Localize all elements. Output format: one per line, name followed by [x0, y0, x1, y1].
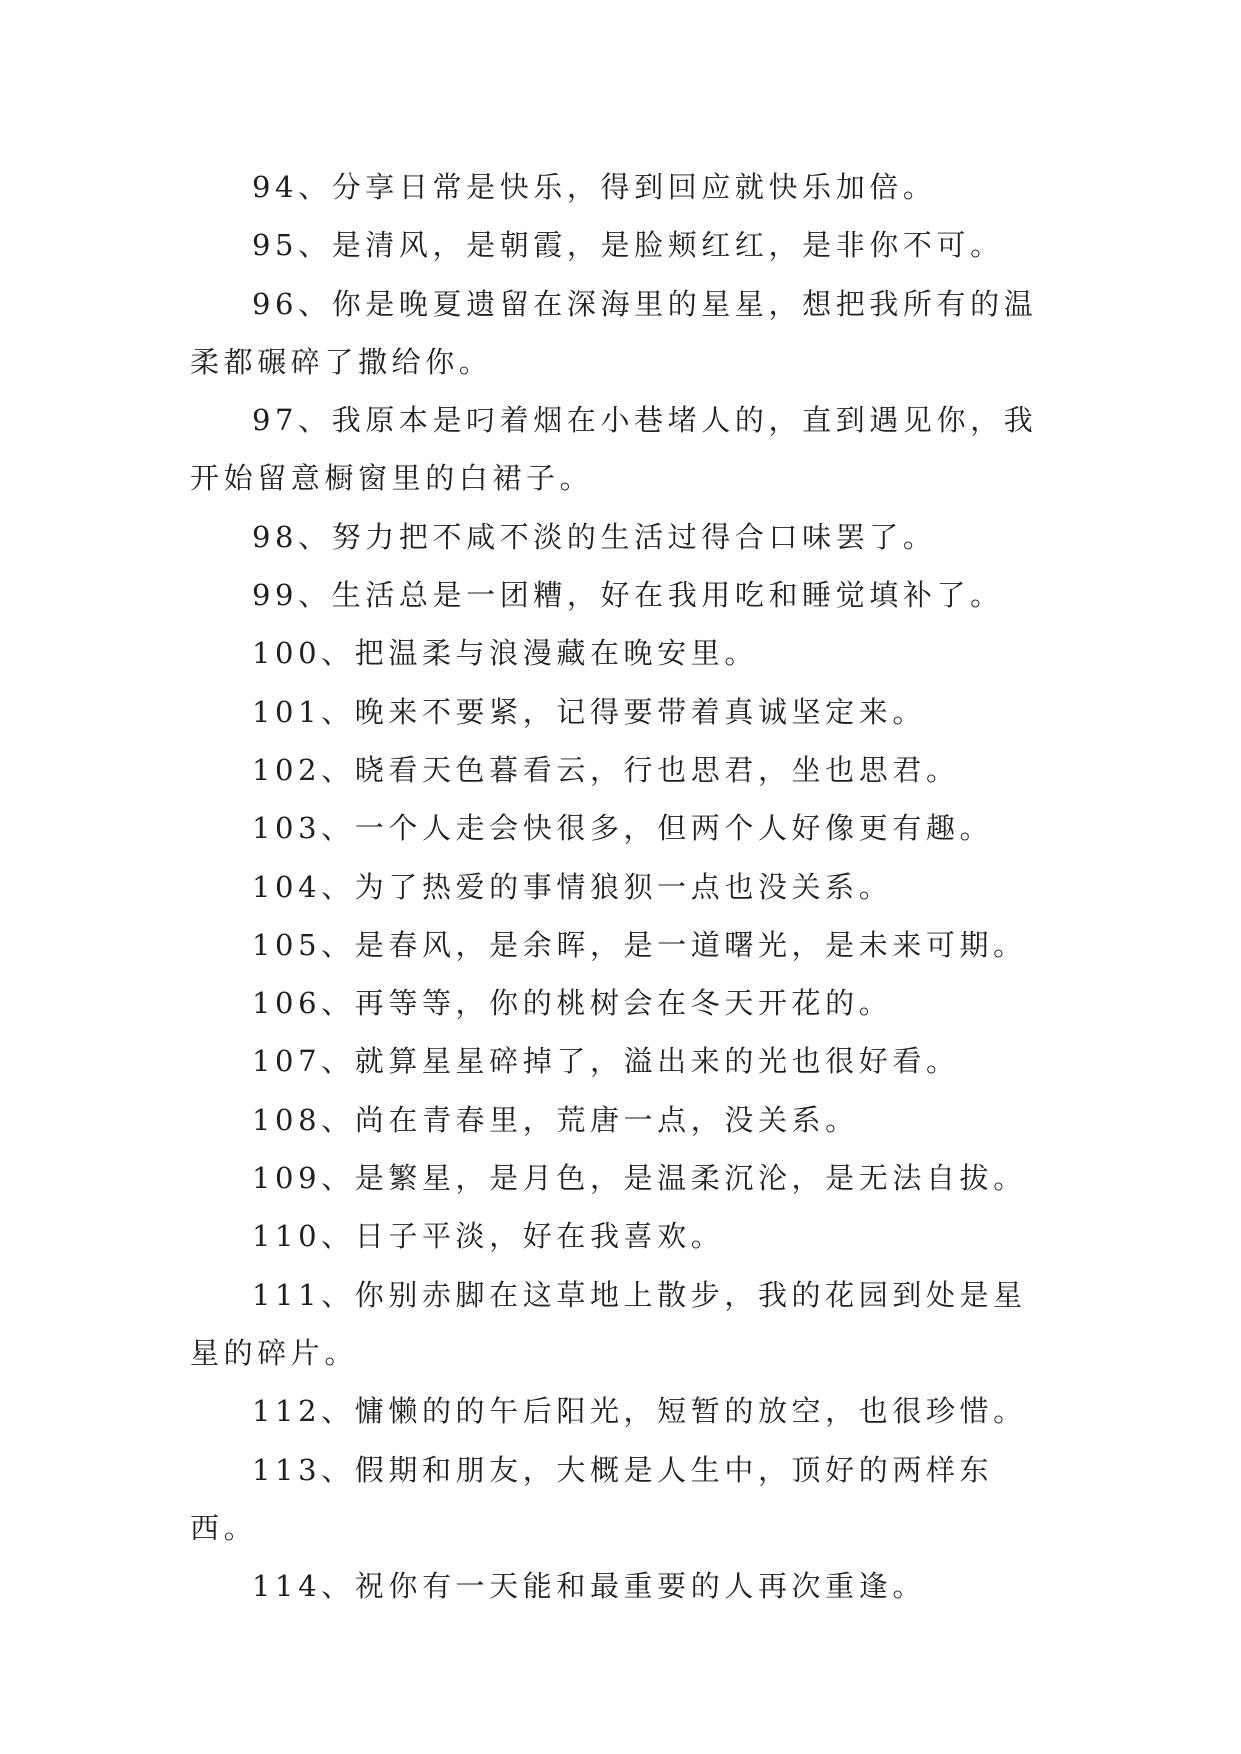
quote-paragraph: 114、祝你有一天能和最重要的人再次重逢。	[252, 1569, 926, 1604]
quote-paragraph: 100、把温柔与浪漫藏在晚安里。	[252, 636, 758, 671]
quote-paragraph: 94、分享日常是快乐，得到回应就快乐加倍。	[252, 170, 937, 204]
quote-paragraph: 98、努力把不咸不淡的生活过得合口味罢了。	[252, 519, 937, 554]
quote-paragraph: 109、是繁星，是月色，是温柔沉沦，是无法自拔。	[252, 1161, 1027, 1196]
quote-paragraph: 106、再等等，你的桃树会在冬天开花的。	[252, 986, 893, 1021]
quote-paragraph: 107、就算星星碎掉了，溢出来的光也很好看。	[252, 1044, 960, 1079]
quote-paragraph: 96、你是晚夏遗留在深海里的星星，想把我所有的温柔都碾碎了撒给你。	[190, 286, 1038, 379]
quote-paragraph: 108、尚在青春里，荒唐一点，没关系。	[252, 1102, 859, 1137]
quote-paragraph: 95、是清风，是朝霞，是脸颊红红，是非你不可。	[252, 228, 1004, 263]
quote-paragraph: 110、日子平淡，好在我喜欢。	[252, 1219, 725, 1254]
quote-paragraph: 99、生活总是一团糟，好在我用吃和睡觉填补了。	[252, 578, 1004, 613]
quote-paragraph: 111、你别赤脚在这草地上散步，我的花园到处是星星的碎片。	[190, 1277, 1027, 1370]
quote-paragraph: 103、一个人走会快很多，但两个人好像更有趣。	[252, 811, 994, 846]
quote-paragraph: 97、我原本是叼着烟在小巷堵人的，直到遇见你，我开始留意橱窗里的白裙子。	[190, 403, 1038, 496]
quote-paragraph: 113、假期和朋友，大概是人生中，顶好的两样东西。	[190, 1452, 994, 1545]
quote-paragraph: 105、是春风，是余晖，是一道曙光，是未来可期。	[252, 927, 1027, 962]
document-body	[190, 158, 1054, 1615]
quote-paragraph: 112、慵懒的的午后阳光，短暂的放空，也很珍惜。	[252, 1394, 1027, 1429]
quote-paragraph: 102、晓看天色暮看云，行也思君，坐也思君。	[252, 752, 960, 787]
quote-paragraph: 104、为了热爱的事情狼狈一点也没关系。	[252, 869, 893, 904]
quote-paragraph: 101、晚来不要紧，记得要带着真诚坚定来。	[252, 694, 926, 729]
